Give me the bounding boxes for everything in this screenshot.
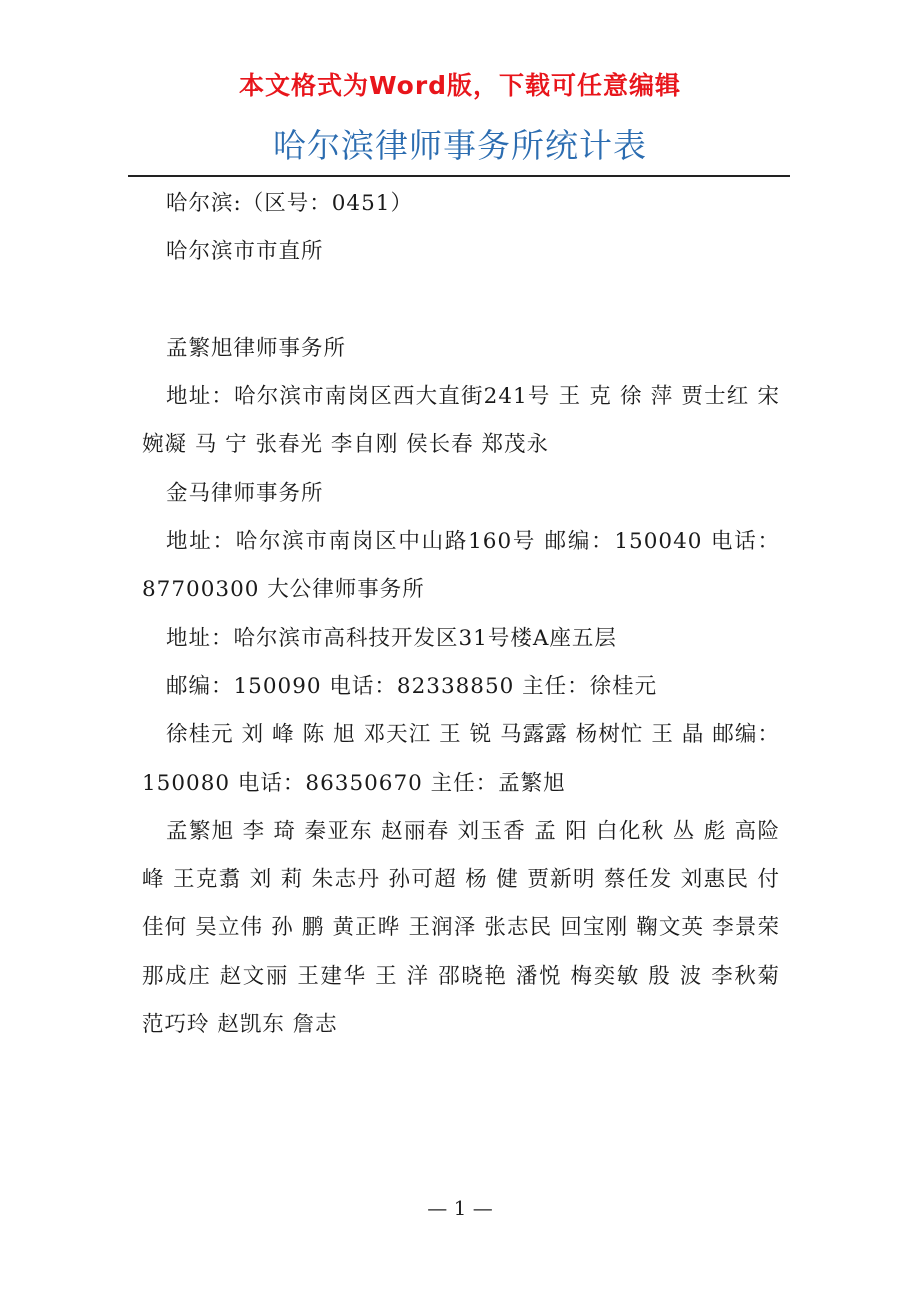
section-heading: 哈尔滨市市直所 xyxy=(166,239,324,265)
firm-name: 孟繁旭律师事务所 xyxy=(166,335,347,361)
firm-details: 地址：哈尔滨市南岗区中山路160号 邮编：150040 电话：87700300 大公律师事务所 xyxy=(142,529,780,603)
firm-contact: 邮编：150090 电话：82338850 主任：徐桂元 xyxy=(166,673,658,699)
lawyer-list: 孟繁旭 李 琦 秦亚东 赵丽春 刘玉香 孟 阳 白化秋 丛 彪 高险峰 王克翥 刘 莉 朱志丹 孙可超 杨 健 贾新明 蔡任发 刘惠民 付佳何 吴立伟 孙 鹏 黄正晔 王润泽 张志民 回宝刚 鞠文英 李景荣 那成庄 赵文丽 王建华 王 洋 邵晓艳 潘悦 梅奕敏 殷 波 李秋菊 范巧玲 赵凯东 詹志 xyxy=(142,818,780,1038)
document-title: 哈尔滨律师事务所统计表 xyxy=(273,126,647,165)
lawyer-list: 徐桂元 刘 峰 陈 旭 邓天江 王 锐 马露露 杨树忙 王 晶 邮编：150080 电话：86350670 主任：孟繁旭 xyxy=(142,722,780,796)
firm-details: 地址：哈尔滨市南岗区西大直街241号 王 克 徐 萍 贾士红 宋婉凝 马 宁 张春光 李自刚 侯长春 郑茂永 xyxy=(142,384,780,458)
format-banner: 本文格式为Word版，下载可任意编辑 xyxy=(238,71,682,100)
firm-name: 金马律师事务所 xyxy=(166,480,324,506)
header-divider xyxy=(128,175,790,177)
document-body xyxy=(142,180,780,1049)
page-number: — 1 — xyxy=(427,1196,493,1220)
firm-address: 地址：哈尔滨市高科技开发区31号楼A座五层 xyxy=(166,625,617,651)
area-code-line: 哈尔滨:（区号：0451） xyxy=(166,191,413,216)
blank-line xyxy=(142,277,780,325)
